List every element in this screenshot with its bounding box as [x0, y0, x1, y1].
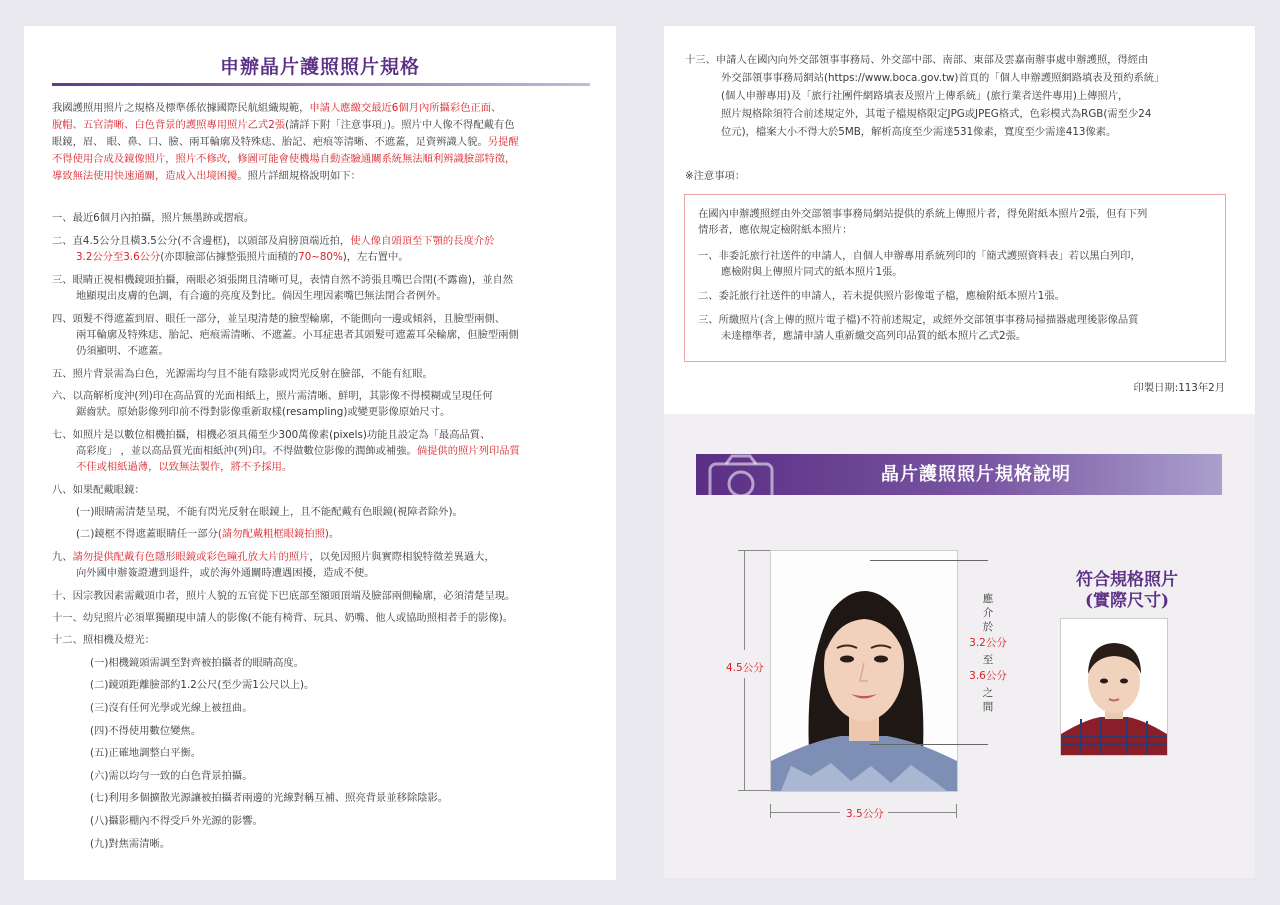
body-text: 十二、照相機及燈光：: [52, 634, 155, 646]
body-text: (一)眼睛需清楚呈現，不能有閃光反射在眼鏡上，且不能配戴有色眼鏡(視障者除外)。: [76, 506, 463, 518]
body-text: )，左右置中。: [342, 251, 409, 263]
spec-line: [52, 482, 145, 499]
note-line: 未達標準者，應請申請人重新繳交高列印品質的紙本照片乙式2張。: [721, 330, 1027, 342]
body-text: 五、照片背景需為白色，光源需均勻且不能有陰影或閃光反射在臉部，不能有紅眼。: [52, 368, 433, 380]
body-text: 四、頭髮不得遮蓋到眉、眼任一部分，並呈現清楚的臉型輪廓，不能側向一邊或傾斜，且臉型兩側、: [52, 313, 506, 325]
spec-line: [52, 210, 254, 227]
width-tick-right: [956, 804, 957, 818]
intro-line: [52, 100, 501, 117]
body-text: ，以免因照片與實際相貌特徵差異過大，: [309, 551, 495, 563]
spec-line: [90, 723, 201, 740]
spec-line: 位元)，檔案大小不得大於5MB，解析高度至少需達531像素，寬度至少需達413像素。: [721, 126, 1117, 138]
print-date: 印製日期:113年2月: [1133, 382, 1225, 394]
spec-line: [90, 677, 314, 694]
spec-line: [76, 249, 409, 266]
spec-line: [52, 588, 515, 605]
body-text: (五)正確地調整白平衡。: [90, 747, 202, 759]
body-text: 鋸齒狀。原始影像列印前不得對影像重新取樣(resampling)或變更影像原始尺寸。: [76, 406, 451, 418]
highlight-text: 倘提供的照片列印品質: [416, 445, 520, 457]
width-line-right: [888, 812, 956, 813]
spec-line: (個人申辦專用)及「旅行社團件網路填表及照片上傳系統」(旅行業者送件專用)上傳照片，: [721, 90, 1129, 102]
body-text: (亦即臉部佔據整張照片面積的: [160, 251, 299, 263]
highlight-text: 3.2公分至3.6公分: [76, 251, 161, 263]
spec-line: 照片規格除須符合前述規定外，其電子檔規格限定JPG或JPEG格式，色彩模式為RGB(需至少24: [721, 108, 1152, 120]
photo-spec-panel: [664, 414, 1255, 878]
spec-line: [76, 288, 447, 305]
body-text: 高彩度」 ，並以高品質光面相紙沖(列)印。不得做數位影像的潤飾或補強。: [76, 445, 417, 457]
body-text: 六、以高解析度沖(列)印在高品質的光面相紙上，照片需清晰、鮮明，其影像不得模糊或呈現任何: [52, 390, 493, 402]
height-line-top: [744, 550, 745, 650]
face-note-char: 之: [982, 687, 994, 699]
body-text: (七)利用多個擴散光源讓被拍攝者兩邊的光線對稱互補、照亮背景並移除陰影。: [90, 792, 449, 804]
spec-line: 十三、申請人在國內向外交部領事事務局、外交部中部、南部、東部及雲嘉南辦事處申辦護照，得經由: [685, 54, 1149, 66]
body-text: (一)相機鏡頭需調至對齊被拍攝者的眼睛高度。: [90, 657, 304, 669]
spec-line: [76, 526, 339, 543]
body-text: 十一、幼兒照片必須單獨顯現申請人的影像(不能有椅背、玩具、奶嘴、他人或協助照相者手的影像)。: [52, 612, 514, 624]
body-text: 九、: [52, 551, 73, 563]
spec-line: [52, 632, 155, 649]
body-text: 兩耳輪廓及特殊痣、胎記、疤痕需清晰、不遮蓋。小耳症患者其頭髮可遮蓋耳朵輪廓，但臉型兩側: [76, 329, 519, 341]
face-note-char: 間: [982, 701, 994, 713]
note-line: 一、非委託旅行社送件的申請人，自個人申辦專用系統列印的「簡式護照資料表」若以黑白列印，: [698, 250, 1141, 262]
spec-line: [90, 836, 170, 853]
spec-line: [76, 443, 520, 460]
spec-line: [76, 404, 450, 421]
woman-portrait-image: [771, 551, 957, 791]
sample-caption: [1034, 570, 1220, 612]
title-divider: [52, 83, 590, 86]
face-note-char: 於: [982, 621, 994, 633]
face-guide-bottom: [870, 744, 988, 745]
spec-line: [52, 549, 495, 566]
highlight-text: 申請人應繳交最近6個月內所攝彩色正面、: [309, 102, 502, 114]
highlight-text: 不佳或相紙過薄，以致無法製作，將不予採用。: [76, 461, 293, 473]
body-text: 三、眼睛正視相機鏡頭拍攝，兩眼必須張開且清晰可見，表情自然不誇張且嘴巴合閉(不露齒)，並自然: [52, 274, 514, 286]
note-line: 三、所繳照片(含上傳的照片電子檔)不符前述規定，或經外交部領事事務局掃描器處理後影像品質: [698, 314, 1139, 326]
spec-line: [76, 565, 375, 582]
spec-line: [52, 427, 490, 444]
spec-line: [76, 504, 463, 521]
spec-line: [76, 343, 169, 360]
body-text: 。: [328, 528, 340, 540]
body-text: 地顯現出皮膚的色調，有合適的亮度及對比。倘因生理因素嘴巴無法閉合者例外。: [76, 290, 447, 302]
body-text: (八)攝影棚內不得受戶外光源的影響。: [90, 815, 263, 827]
highlight-text: 導致無法使用快速通關，造成入出境困擾。: [52, 170, 248, 182]
camera-icon: [696, 454, 786, 495]
intro-line: [52, 168, 361, 185]
note-line: 情形者，應依規定檢附紙本照片：: [698, 224, 853, 236]
highlight-text: 脫帽、五官清晰、白色背景的護照專用照片乙式2張: [52, 119, 286, 131]
spec-line: [52, 311, 505, 328]
body-text: 十、因宗教因素需戴頭巾者，照片人貌的五官從下巴底部至額頭頂端及臉部兩側輪廓，必須清楚呈現。: [52, 590, 516, 602]
spec-line: [52, 233, 494, 250]
body-text: 二、直4.5公分且橫3.5公分(不含邊框)，以頭部及肩膀頂端近拍，: [52, 235, 351, 247]
spec-line: [76, 327, 519, 344]
spec-line: [52, 272, 513, 289]
note-line: 應檢附與上傳照片同式的紙本照片1張。: [721, 266, 903, 278]
body-text: 七、如照片是以數位相機拍攝，相機必須具備至少300萬像素(pixels)功能且設定為「最高品質、: [52, 429, 491, 441]
body-text: 向外國申辦簽證遭到退件，或於海外通關時遭遇困擾，造成不便。: [76, 567, 375, 579]
highlight-text: (請勿配戴粗框眼鏡拍照): [217, 528, 329, 540]
body-text: (九)對焦需清晰。: [90, 838, 171, 850]
banner-title: 晶片護照照片規格說明: [881, 464, 1071, 485]
body-text: (三)沒有任何光學或光線上被扭曲。: [90, 702, 253, 714]
width-line-left: [770, 812, 840, 813]
face-min-label: 3.2公分: [969, 637, 1007, 649]
passport-photo-sample: [770, 550, 958, 792]
spec-line: [90, 790, 448, 807]
intro-line: [52, 134, 519, 151]
face-note-char: 應: [982, 593, 994, 605]
caption-line-1: 符合規格照片: [1076, 570, 1178, 590]
highlight-text: 70~80%: [298, 251, 343, 263]
intro-line: [52, 117, 515, 134]
body-text: (四)不得使用數位變焦。: [90, 725, 202, 737]
face-max-label: 3.6公分: [969, 670, 1007, 682]
actual-size-photo: [1060, 618, 1168, 756]
note-line: 在國內申辦護照經由外交部領事事務局網站提供的系統上傳照片者，得免附紙本照片2張，但有下列: [698, 208, 1148, 220]
spec-line: [90, 655, 304, 672]
face-note-char: 介: [982, 607, 994, 619]
body-text: (二)鏡頭距離臉部約1.2公尺(至少需1公尺以上)。: [90, 679, 315, 691]
spec-line: [90, 700, 253, 717]
highlight-text: 請勿提供配戴有色隱形眼鏡或彩色瞳孔放大片的照片: [72, 551, 310, 563]
body-text: 仍須顯明、不遮蓋。: [76, 345, 169, 357]
body-text: 一、最近6個月內拍攝，照片無墨跡或摺痕。: [52, 212, 255, 224]
note-line: 二、委託旅行社送件的申請人，若未提供照片影像電子檔，應檢附紙本照片1張。: [698, 290, 1065, 302]
intro-line: [52, 151, 515, 168]
spec-line: [90, 768, 253, 785]
left-page: [24, 26, 616, 880]
face-length-note: [964, 592, 1012, 714]
right-page: [664, 26, 1255, 414]
width-label: 3.5公分: [846, 808, 884, 820]
body-text: (請詳下附「注意事項」)。照片中人像不得配戴有色: [285, 119, 515, 131]
body-text: 眼鏡，眉、 眼、鼻、口、臉、兩耳輪廓及特殊痣、胎記、疤痕等清晰、不遮蓋，足資辨識人貌。: [52, 136, 488, 148]
spec-line: [52, 366, 433, 383]
spec-line: [52, 388, 493, 405]
body-text: 照片詳細規格說明如下：: [247, 170, 361, 182]
face-note-char: 至: [982, 654, 994, 666]
height-line-bottom: [744, 678, 745, 790]
body-text: 八、如果配戴眼鏡：: [52, 484, 145, 496]
width-tick-left: [770, 804, 771, 818]
spec-line: [90, 745, 201, 762]
highlight-text: 另提醒: [487, 136, 519, 148]
body-text: 我國護照用照片之規格及標準係依據國際民航組織規範，: [52, 102, 310, 114]
height-label: 4.5公分: [726, 662, 764, 674]
body-text: (六)需以均勻一致的白色背景拍攝。: [90, 770, 253, 782]
face-guide-top: [870, 560, 988, 561]
spec-line: [76, 459, 292, 476]
height-tick-bottom: [738, 790, 772, 791]
spec-banner: [696, 454, 1222, 495]
spec-line: [90, 813, 263, 830]
page-title: 申辦晶片護照照片規格: [219, 56, 420, 78]
child-portrait-image: [1061, 619, 1167, 755]
caption-line-2: (實際尺寸): [1084, 591, 1170, 611]
spec-line: 外交部領事事務局網站(https://www.boca.gov.tw)首頁的「個人申辦護照網路填表及預約系統」: [721, 72, 1165, 84]
spec-line: [52, 610, 513, 627]
highlight-text: 使人像自頭頂至下顎的長度介於: [350, 235, 495, 247]
notes-heading: ※注意事項：: [685, 170, 746, 182]
highlight-text: 不得使用合成及鏡像照片，照片不修改，修圖可能會使機場自動查驗通關系統無法順利辨識臉部特徵，: [52, 153, 516, 165]
body-text: (二)鏡框不得遮蓋眼睛任一部分: [76, 528, 218, 540]
